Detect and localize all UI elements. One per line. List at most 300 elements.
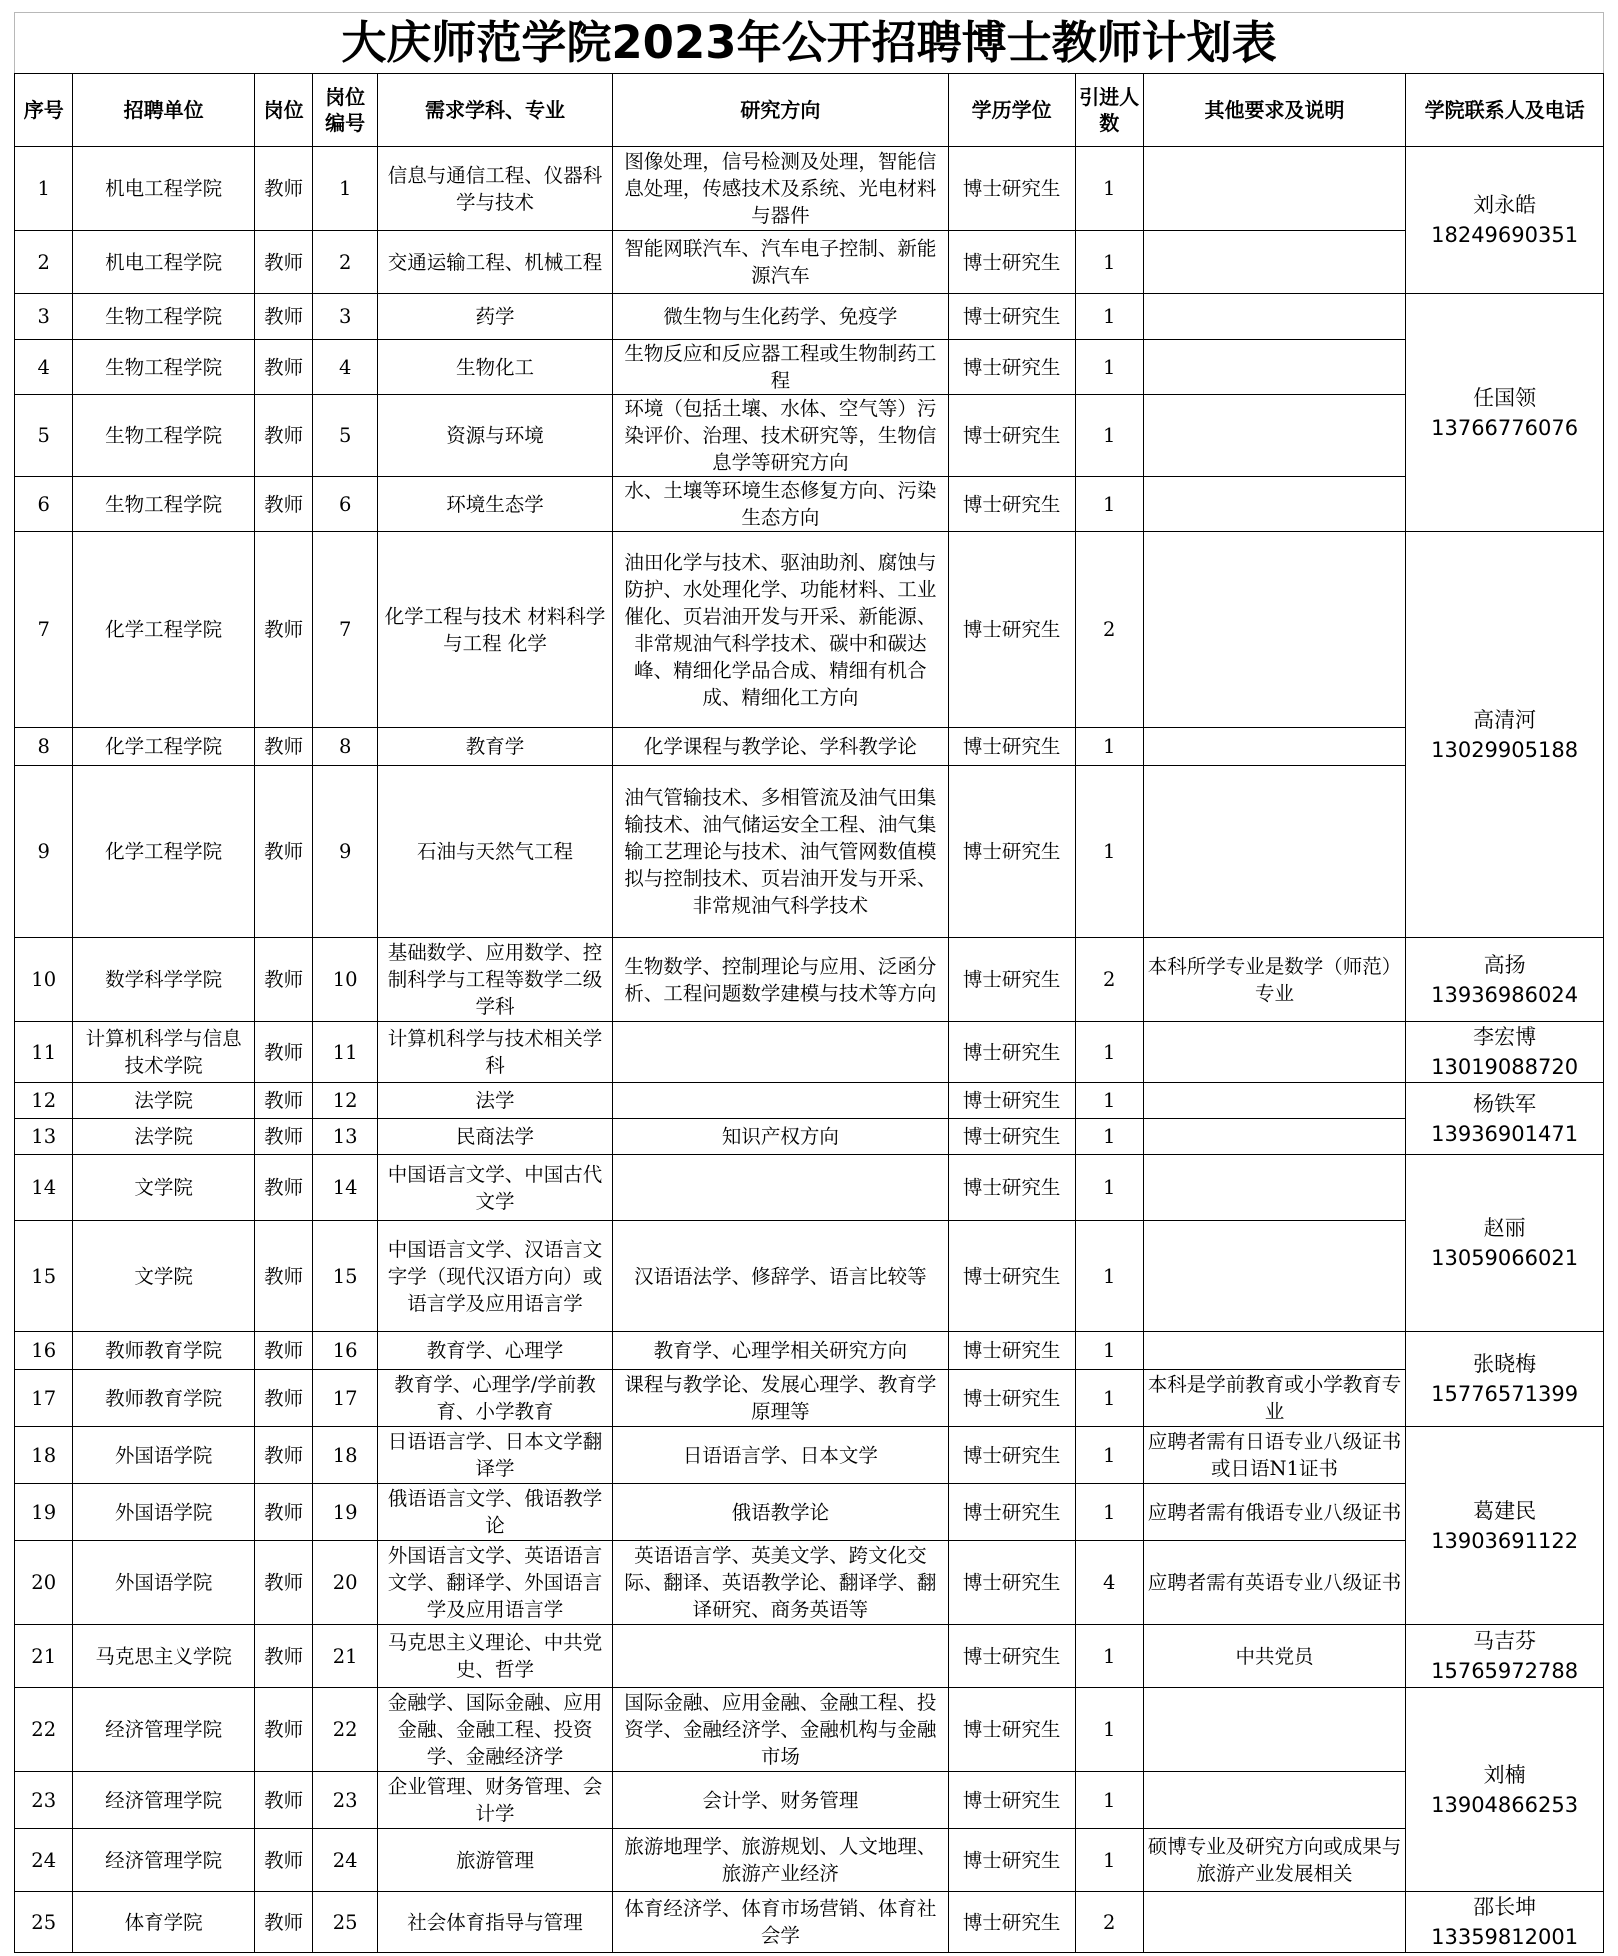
cell-discipline[interactable]: 中国语言文学、汉语言文字学（现代汉语方向）或语言学及应用语言学 (378, 1221, 613, 1332)
cell-post[interactable]: 教师 (254, 1155, 312, 1221)
cell-seq[interactable]: 11 (15, 1022, 73, 1083)
cell-direction[interactable]: 微生物与生化药学、免疫学 (612, 294, 948, 340)
cell-degree[interactable]: 博士研究生 (948, 532, 1075, 728)
cell-seq[interactable]: 25 (15, 1892, 73, 1953)
cell-direction[interactable]: 油气管输技术、多相管流及油气田集输技术、油气储运安全工程、油气集输工艺理论与技术、油气管网数值模拟与控制技术、页岩油开发与开采、非常规油气科学技术 (612, 766, 948, 938)
cell-discipline[interactable]: 资源与环境 (378, 395, 613, 477)
cell-unit[interactable]: 化学工程学院 (73, 728, 255, 766)
cell-degree[interactable]: 博士研究生 (948, 1083, 1075, 1119)
cell-direction[interactable] (612, 1022, 948, 1083)
cell-count[interactable]: 2 (1075, 532, 1143, 728)
cell-discipline[interactable]: 计算机科学与技术相关学科 (378, 1022, 613, 1083)
cell-count[interactable]: 1 (1075, 340, 1143, 395)
cell-discipline[interactable]: 日语语言学、日本文学翻译学 (378, 1427, 613, 1484)
cell-seq[interactable]: 12 (15, 1083, 73, 1119)
cell-degree[interactable]: 博士研究生 (948, 1022, 1075, 1083)
cell-unit[interactable]: 机电工程学院 (73, 231, 255, 294)
cell-post-code[interactable]: 20 (313, 1541, 378, 1625)
cell-unit[interactable]: 教师教育学院 (73, 1332, 255, 1370)
cell-discipline[interactable]: 化学工程与技术 材料科学与工程 化学 (378, 532, 613, 728)
cell-count[interactable]: 1 (1075, 1625, 1143, 1688)
cell-count[interactable]: 1 (1075, 766, 1143, 938)
cell-degree[interactable]: 博士研究生 (948, 477, 1075, 532)
contact-phone: 15776571399 (1431, 1382, 1579, 1406)
header-degree: 学历学位 (948, 74, 1075, 147)
contact-phone: 13359812001 (1431, 1925, 1579, 1949)
cell-unit[interactable]: 文学院 (73, 1221, 255, 1332)
cell-other[interactable] (1143, 340, 1405, 395)
cell-direction[interactable]: 化学课程与教学论、学科教学论 (612, 728, 948, 766)
cell-seq[interactable]: 5 (15, 395, 73, 477)
cell-other[interactable] (1143, 477, 1405, 532)
cell-seq[interactable]: 15 (15, 1221, 73, 1332)
cell-post[interactable]: 教师 (254, 1772, 312, 1829)
cell-post[interactable]: 教师 (254, 1541, 312, 1625)
cell-unit[interactable]: 经济管理学院 (73, 1829, 255, 1892)
cell-post[interactable]: 教师 (254, 1332, 312, 1370)
cell-contact[interactable] (1406, 1892, 1604, 1953)
table-row (15, 1155, 1604, 1221)
table-row (15, 938, 1604, 1022)
cell-count[interactable]: 4 (1075, 1541, 1143, 1625)
cell-direction[interactable]: 课程与教学论、发展心理学、教育学原理等 (612, 1370, 948, 1427)
cell-seq[interactable]: 19 (15, 1484, 73, 1541)
cell-seq[interactable]: 10 (15, 938, 73, 1022)
contact-name: 高清河 (1473, 707, 1537, 732)
cell-post[interactable]: 教师 (254, 147, 312, 231)
contact-phone: 13019088720 (1431, 1055, 1579, 1079)
cell-post-code[interactable]: 15 (313, 1221, 378, 1332)
cell-post-code[interactable]: 25 (313, 1892, 378, 1953)
cell-direction[interactable]: 日语语言学、日本文学 (612, 1427, 948, 1484)
cell-seq[interactable]: 23 (15, 1772, 73, 1829)
cell-degree[interactable]: 博士研究生 (948, 1427, 1075, 1484)
contact-name: 葛建民 (1473, 1498, 1537, 1523)
contact-phone: 13936901471 (1431, 1121, 1579, 1146)
table-row (15, 1892, 1604, 1953)
cell-seq[interactable]: 20 (15, 1541, 73, 1625)
contact-name: 马吉芬 (1473, 1629, 1537, 1653)
cell-contact[interactable] (1406, 1022, 1604, 1083)
cell-count[interactable]: 1 (1075, 1484, 1143, 1541)
cell-degree[interactable]: 博士研究生 (948, 1541, 1075, 1625)
cell-post[interactable]: 教师 (254, 1022, 312, 1083)
cell-direction[interactable]: 环境（包括土壤、水体、空气等）污染评价、治理、技术研究等，生物信息学等研究方向 (612, 395, 948, 477)
cell-count[interactable]: 1 (1075, 1332, 1143, 1370)
header-discipline: 需求学科、专业 (378, 74, 613, 147)
cell-direction[interactable]: 教育学、心理学相关研究方向 (612, 1332, 948, 1370)
cell-post-code[interactable]: 2 (313, 231, 378, 294)
cell-count[interactable]: 1 (1075, 1370, 1143, 1427)
cell-seq[interactable]: 21 (15, 1625, 73, 1688)
cell-post-code[interactable]: 22 (313, 1688, 378, 1772)
cell-other[interactable] (1143, 1332, 1405, 1370)
contact-phone: 13059066021 (1431, 1246, 1579, 1270)
cell-other[interactable] (1143, 395, 1405, 477)
cell-degree[interactable]: 博士研究生 (948, 1155, 1075, 1221)
table-row (15, 1625, 1604, 1688)
header-count: 引进人数 (1075, 74, 1143, 147)
cell-seq[interactable]: 9 (15, 766, 73, 938)
cell-post-code[interactable]: 21 (313, 1625, 378, 1688)
cell-direction[interactable] (612, 1083, 948, 1119)
cell-degree[interactable]: 博士研究生 (948, 1772, 1075, 1829)
cell-contact[interactable] (1406, 1427, 1604, 1625)
cell-post[interactable]: 教师 (254, 395, 312, 477)
cell-count[interactable]: 1 (1075, 294, 1143, 340)
cell-other[interactable] (1143, 728, 1405, 766)
table-row (15, 147, 1604, 231)
cell-post-code[interactable]: 8 (313, 728, 378, 766)
contact-name: 杨铁军 (1473, 1091, 1537, 1116)
cell-direction[interactable]: 智能网联汽车、汽车电子控制、新能源汽车 (612, 231, 948, 294)
cell-other[interactable] (1143, 1688, 1405, 1772)
cell-count[interactable]: 1 (1075, 1022, 1143, 1083)
cell-seq[interactable]: 17 (15, 1370, 73, 1427)
cell-discipline[interactable]: 外国语言文学、英语语言文学、翻译学、外国语言学及应用语言学 (378, 1541, 613, 1625)
cell-direction[interactable]: 知识产权方向 (612, 1119, 948, 1155)
table-row (15, 1829, 1604, 1892)
cell-direction[interactable]: 英语语言学、英美文学、跨文化交际、翻译、英语教学论、翻译学、翻译研究、商务英语等 (612, 1541, 948, 1625)
cell-contact[interactable] (1406, 1083, 1604, 1155)
cell-discipline[interactable]: 生物化工 (378, 340, 613, 395)
cell-post[interactable]: 教师 (254, 1892, 312, 1953)
cell-post[interactable]: 教师 (254, 938, 312, 1022)
cell-unit[interactable]: 外国语学院 (73, 1484, 255, 1541)
cell-post-code[interactable]: 14 (313, 1155, 378, 1221)
cell-seq[interactable]: 7 (15, 532, 73, 728)
cell-post-code[interactable]: 13 (313, 1119, 378, 1155)
table-row (15, 728, 1604, 766)
cell-discipline[interactable]: 民商法学 (378, 1119, 613, 1155)
table-row (15, 532, 1604, 728)
cell-discipline[interactable]: 基础数学、应用数学、控制科学与工程等数学二级学科 (378, 938, 613, 1022)
cell-other[interactable] (1143, 1119, 1405, 1155)
cell-post[interactable]: 教师 (254, 1370, 312, 1427)
header-seq: 序号 (15, 74, 73, 147)
cell-seq[interactable]: 22 (15, 1688, 73, 1772)
header-contact: 学院联系人及电话 (1406, 74, 1604, 147)
table-row (15, 294, 1604, 340)
cell-unit[interactable]: 生物工程学院 (73, 294, 255, 340)
table-row (15, 1772, 1604, 1829)
recruitment-table (14, 73, 1604, 1953)
contact-name: 高扬 (1483, 952, 1526, 977)
cell-post-code[interactable]: 16 (313, 1332, 378, 1370)
cell-discipline[interactable]: 金融学、国际金融、应用金融、金融工程、投资学、金融经济学 (378, 1688, 613, 1772)
cell-other[interactable]: 应聘者需有日语专业八级证书或日语N1证书 (1143, 1427, 1405, 1484)
cell-seq[interactable]: 3 (15, 294, 73, 340)
cell-count[interactable]: 2 (1075, 1892, 1143, 1953)
cell-direction[interactable]: 水、土壤等环境生态修复方向、污染生态方向 (612, 477, 948, 532)
cell-seq[interactable]: 6 (15, 477, 73, 532)
cell-post[interactable]: 教师 (254, 294, 312, 340)
cell-degree[interactable]: 博士研究生 (948, 766, 1075, 938)
cell-direction[interactable]: 旅游地理学、旅游规划、人文地理、旅游产业经济 (612, 1829, 948, 1892)
cell-discipline[interactable]: 石油与天然气工程 (378, 766, 613, 938)
cell-count[interactable]: 1 (1075, 1083, 1143, 1119)
cell-discipline[interactable]: 交通运输工程、机械工程 (378, 231, 613, 294)
cell-unit[interactable]: 法学院 (73, 1119, 255, 1155)
cell-count[interactable]: 1 (1075, 477, 1143, 532)
contact-name: 邵长坤 (1473, 1895, 1537, 1919)
cell-unit[interactable]: 计算机科学与信息技术学院 (73, 1022, 255, 1083)
cell-count[interactable]: 2 (1075, 938, 1143, 1022)
table-row (15, 1484, 1604, 1541)
cell-other[interactable] (1143, 766, 1405, 938)
cell-degree[interactable]: 博士研究生 (948, 938, 1075, 1022)
cell-discipline[interactable]: 教育学 (378, 728, 613, 766)
cell-degree[interactable]: 博士研究生 (948, 231, 1075, 294)
cell-degree[interactable]: 博士研究生 (948, 1688, 1075, 1772)
contact-name: 刘楠 (1483, 1762, 1526, 1787)
cell-direction[interactable] (612, 1155, 948, 1221)
table-row (15, 1332, 1604, 1370)
cell-post[interactable]: 教师 (254, 231, 312, 294)
cell-post[interactable]: 教师 (254, 532, 312, 728)
cell-discipline[interactable]: 药学 (378, 294, 613, 340)
title-cell[interactable] (14, 12, 1604, 73)
header-direction: 研究方向 (612, 74, 948, 147)
contact-name: 刘永皓 (1473, 193, 1537, 217)
cell-post[interactable]: 教师 (254, 1625, 312, 1688)
header-other: 其他要求及说明 (1143, 74, 1405, 147)
cell-degree[interactable]: 博士研究生 (948, 294, 1075, 340)
cell-count[interactable]: 1 (1075, 1829, 1143, 1892)
cell-discipline[interactable]: 马克思主义理论、中共党史、哲学 (378, 1625, 613, 1688)
cell-direction[interactable]: 图像处理，信号检测及处理，智能信息处理，传感技术及系统、光电材料与器件 (612, 147, 948, 231)
cell-seq[interactable]: 1 (15, 147, 73, 231)
cell-discipline[interactable]: 企业管理、财务管理、会计学 (378, 1772, 613, 1829)
cell-unit[interactable]: 经济管理学院 (73, 1688, 255, 1772)
cell-discipline[interactable]: 中国语言文学、中国古代文学 (378, 1155, 613, 1221)
cell-post[interactable]: 教师 (254, 1484, 312, 1541)
cell-other[interactable]: 本科是学前教育或小学教育专业 (1143, 1370, 1405, 1427)
cell-contact[interactable] (1406, 532, 1604, 938)
cell-discipline[interactable]: 教育学、心理学/学前教育、小学教育 (378, 1370, 613, 1427)
cell-other[interactable] (1143, 1155, 1405, 1221)
cell-unit[interactable]: 外国语学院 (73, 1427, 255, 1484)
cell-direction[interactable]: 国际金融、应用金融、金融工程、投资学、金融经济学、金融机构与金融市场 (612, 1688, 948, 1772)
contact-name: 张晓梅 (1473, 1352, 1537, 1376)
cell-post[interactable]: 教师 (254, 1083, 312, 1119)
cell-direction[interactable]: 生物数学、控制理论与应用、泛函分析、工程问题数学建模与技术等方向 (612, 938, 948, 1022)
cell-unit[interactable]: 化学工程学院 (73, 532, 255, 728)
cell-post-code[interactable]: 12 (313, 1083, 378, 1119)
cell-direction[interactable]: 生物反应和反应器工程或生物制药工程 (612, 340, 948, 395)
cell-post[interactable]: 教师 (254, 1688, 312, 1772)
cell-degree[interactable]: 博士研究生 (948, 1332, 1075, 1370)
cell-post-code[interactable]: 3 (313, 294, 378, 340)
cell-count[interactable]: 1 (1075, 395, 1143, 477)
cell-other[interactable]: 中共党员 (1143, 1625, 1405, 1688)
cell-discipline[interactable]: 环境生态学 (378, 477, 613, 532)
cell-other[interactable] (1143, 1022, 1405, 1083)
cell-unit[interactable]: 生物工程学院 (73, 477, 255, 532)
cell-other[interactable] (1143, 1221, 1405, 1332)
cell-post[interactable]: 教师 (254, 766, 312, 938)
cell-post-code[interactable]: 9 (313, 766, 378, 938)
cell-post[interactable]: 教师 (254, 1427, 312, 1484)
cell-unit[interactable]: 数学科学学院 (73, 938, 255, 1022)
contact-phone: 18249690351 (1431, 223, 1579, 247)
cell-unit[interactable]: 经济管理学院 (73, 1772, 255, 1829)
cell-other[interactable] (1143, 1083, 1405, 1119)
cell-count[interactable]: 1 (1075, 1427, 1143, 1484)
cell-other[interactable] (1143, 1772, 1405, 1829)
cell-degree[interactable]: 博士研究生 (948, 340, 1075, 395)
cell-post-code[interactable]: 10 (313, 938, 378, 1022)
cell-contact[interactable] (1406, 294, 1604, 532)
cell-post-code[interactable]: 17 (313, 1370, 378, 1427)
cell-other[interactable] (1143, 147, 1405, 231)
table-row (15, 1541, 1604, 1625)
table-row (15, 1119, 1604, 1155)
cell-seq[interactable]: 18 (15, 1427, 73, 1484)
cell-unit[interactable]: 机电工程学院 (73, 147, 255, 231)
contact-name: 任国领 (1473, 385, 1537, 410)
cell-count[interactable]: 1 (1075, 231, 1143, 294)
cell-post[interactable]: 教师 (254, 728, 312, 766)
cell-degree[interactable]: 博士研究生 (948, 1892, 1075, 1953)
cell-unit[interactable]: 生物工程学院 (73, 395, 255, 477)
contact-phone: 15765972788 (1431, 1659, 1579, 1683)
cell-unit[interactable]: 教师教育学院 (73, 1370, 255, 1427)
table-row (15, 395, 1604, 477)
cell-degree[interactable]: 博士研究生 (948, 1829, 1075, 1892)
table-row (15, 340, 1604, 395)
cell-seq[interactable]: 4 (15, 340, 73, 395)
cell-post[interactable]: 教师 (254, 340, 312, 395)
cell-other[interactable]: 应聘者需有俄语专业八级证书 (1143, 1484, 1405, 1541)
cell-discipline[interactable]: 社会体育指导与管理 (378, 1892, 613, 1953)
cell-count[interactable]: 1 (1075, 1155, 1143, 1221)
cell-seq[interactable]: 16 (15, 1332, 73, 1370)
cell-seq[interactable]: 2 (15, 231, 73, 294)
spreadsheet (14, 12, 1604, 1953)
cell-post-code[interactable]: 11 (313, 1022, 378, 1083)
table-row (15, 1022, 1604, 1083)
table-row (15, 766, 1604, 938)
cell-unit[interactable]: 马克思主义学院 (73, 1625, 255, 1688)
cell-degree[interactable]: 博士研究生 (948, 728, 1075, 766)
contact-phone: 13903691122 (1431, 1528, 1579, 1553)
cell-seq[interactable]: 13 (15, 1119, 73, 1155)
cell-post-code[interactable]: 5 (313, 395, 378, 477)
cell-post[interactable]: 教师 (254, 1829, 312, 1892)
cell-degree[interactable]: 博士研究生 (948, 395, 1075, 477)
cell-degree[interactable]: 博士研究生 (948, 1484, 1075, 1541)
table-row (15, 1083, 1604, 1119)
page-title: 大庆师范学院2023年公开招聘博士教师计划表 (341, 16, 1277, 69)
cell-contact[interactable] (1406, 1155, 1604, 1332)
cell-count[interactable]: 1 (1075, 1688, 1143, 1772)
cell-post-code[interactable]: 18 (313, 1427, 378, 1484)
header-post-code: 岗位编号 (313, 74, 378, 147)
cell-direction[interactable] (612, 1625, 948, 1688)
cell-count[interactable]: 1 (1075, 1221, 1143, 1332)
cell-unit[interactable]: 外国语学院 (73, 1541, 255, 1625)
cell-count[interactable]: 1 (1075, 147, 1143, 231)
cell-post[interactable]: 教师 (254, 1119, 312, 1155)
table-row (15, 1370, 1604, 1427)
cell-direction[interactable]: 汉语语法学、修辞学、语言比较等 (612, 1221, 948, 1332)
cell-seq[interactable]: 14 (15, 1155, 73, 1221)
cell-unit[interactable]: 化学工程学院 (73, 766, 255, 938)
table-row (15, 1221, 1604, 1332)
cell-contact[interactable] (1406, 1332, 1604, 1427)
cell-other[interactable] (1143, 294, 1405, 340)
cell-contact[interactable] (1406, 1625, 1604, 1688)
header-unit: 招聘单位 (73, 74, 255, 147)
header-row (15, 74, 1604, 147)
cell-post-code[interactable]: 23 (313, 1772, 378, 1829)
header-post: 岗位 (254, 74, 312, 147)
cell-discipline[interactable]: 法学 (378, 1083, 613, 1119)
cell-post-code[interactable]: 19 (313, 1484, 378, 1541)
cell-other[interactable]: 本科所学专业是数学（师范）专业 (1143, 938, 1405, 1022)
cell-contact[interactable] (1406, 147, 1604, 294)
cell-unit[interactable]: 文学院 (73, 1155, 255, 1221)
cell-post-code[interactable]: 1 (313, 147, 378, 231)
cell-post[interactable]: 教师 (254, 1221, 312, 1332)
cell-unit[interactable]: 生物工程学院 (73, 340, 255, 395)
cell-direction[interactable]: 体育经济学、体育市场营销、体育社会学 (612, 1892, 948, 1953)
cell-other[interactable] (1143, 532, 1405, 728)
contact-phone: 13766776076 (1431, 415, 1579, 440)
contact-phone: 13936986024 (1431, 982, 1579, 1007)
cell-other[interactable]: 应聘者需有英语专业八级证书 (1143, 1541, 1405, 1625)
contact-name: 赵丽 (1483, 1216, 1526, 1240)
cell-direction[interactable]: 油田化学与技术、驱油助剂、腐蚀与防护、水处理化学、功能材料、工业催化、页岩油开发与开采、新能源、非常规油气科学技术、碳中和碳达峰、精细化学品合成、精细有机合成、精细化工方向 (612, 532, 948, 728)
table-row (15, 477, 1604, 532)
cell-degree[interactable]: 博士研究生 (948, 1221, 1075, 1332)
cell-count[interactable]: 1 (1075, 1119, 1143, 1155)
cell-post-code[interactable]: 4 (313, 340, 378, 395)
cell-unit[interactable]: 法学院 (73, 1083, 255, 1119)
cell-degree[interactable]: 博士研究生 (948, 1625, 1075, 1688)
cell-degree[interactable]: 博士研究生 (948, 147, 1075, 231)
contact-name: 李宏博 (1473, 1025, 1537, 1049)
cell-post[interactable]: 教师 (254, 477, 312, 532)
cell-post-code[interactable]: 6 (313, 477, 378, 532)
cell-degree[interactable]: 博士研究生 (948, 1370, 1075, 1427)
cell-unit[interactable]: 体育学院 (73, 1892, 255, 1953)
table-row (15, 231, 1604, 294)
cell-post-code[interactable]: 24 (313, 1829, 378, 1892)
cell-degree[interactable]: 博士研究生 (948, 1119, 1075, 1155)
cell-discipline[interactable]: 旅游管理 (378, 1829, 613, 1892)
cell-other[interactable] (1143, 231, 1405, 294)
contact-phone: 13904866253 (1431, 1792, 1579, 1817)
cell-direction[interactable]: 俄语教学论 (612, 1484, 948, 1541)
cell-contact[interactable] (1406, 938, 1604, 1022)
cell-other[interactable]: 硕博专业及研究方向或成果与旅游产业发展相关 (1143, 1829, 1405, 1892)
table-row (15, 1427, 1604, 1484)
cell-seq[interactable]: 8 (15, 728, 73, 766)
cell-post-code[interactable]: 7 (313, 532, 378, 728)
cell-discipline[interactable]: 信息与通信工程、仪器科学与技术 (378, 147, 613, 231)
table-row (15, 1688, 1604, 1772)
cell-count[interactable]: 1 (1075, 728, 1143, 766)
cell-seq[interactable]: 24 (15, 1829, 73, 1892)
cell-contact[interactable] (1406, 1688, 1604, 1892)
cell-discipline[interactable]: 俄语语言文学、俄语教学论 (378, 1484, 613, 1541)
cell-discipline[interactable]: 教育学、心理学 (378, 1332, 613, 1370)
cell-other[interactable] (1143, 1892, 1405, 1953)
cell-direction[interactable]: 会计学、财务管理 (612, 1772, 948, 1829)
cell-count[interactable]: 1 (1075, 1772, 1143, 1829)
